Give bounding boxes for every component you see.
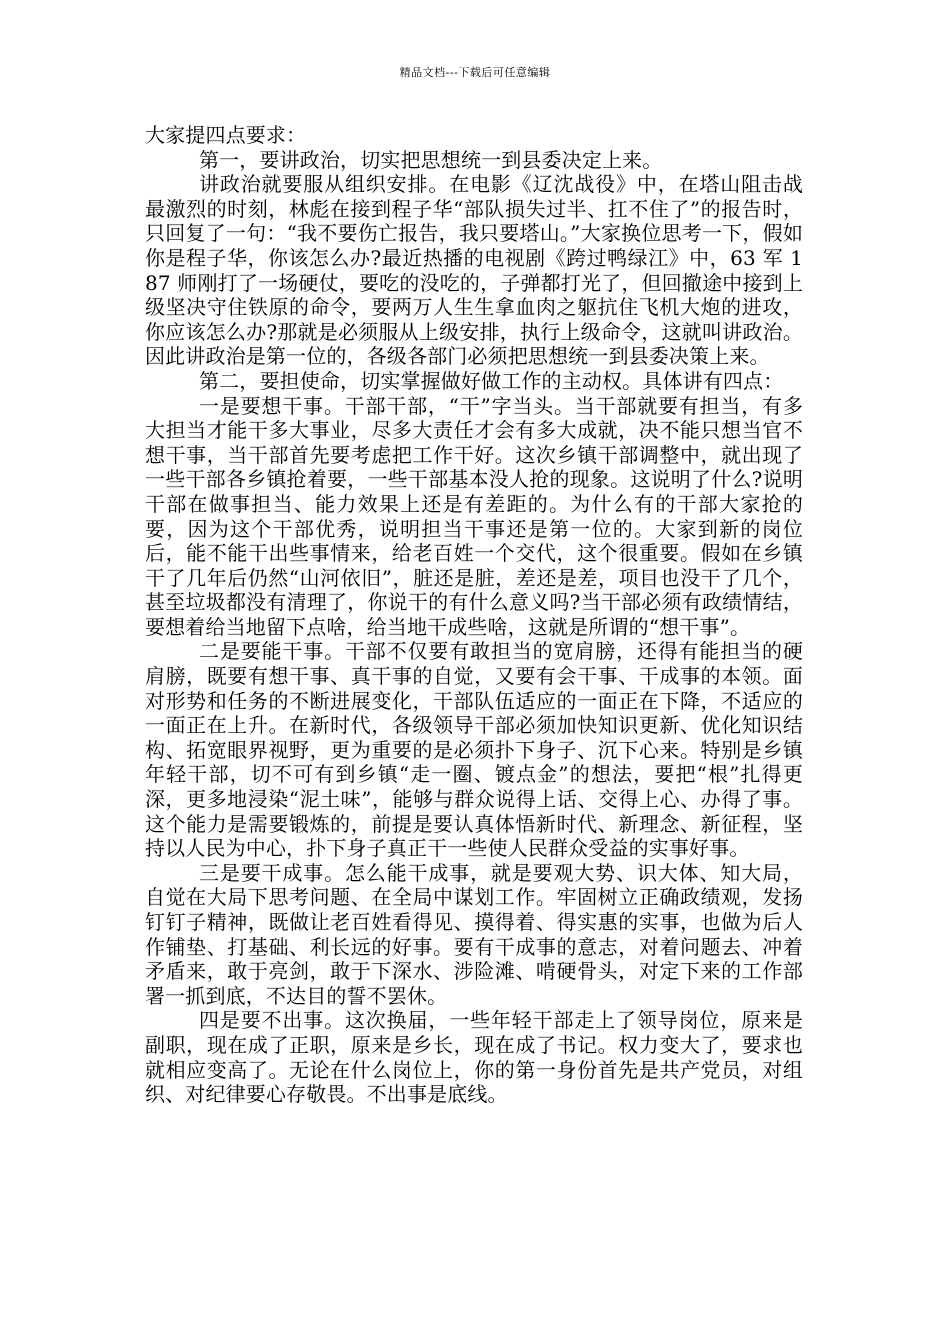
page-header: 精品文档---下载后可任意编辑 — [399, 66, 551, 79]
paragraph-get-things-done: 三是要干成事。怎么能干成事，就是要观大势、识大体、知大局，自觉在大局下思考问题、在全局中谋划工作。牢固树立正确政绩观，发扬钉钉子精神，既做让老百姓看得见、摸得着、得实惠的实事，也做为后人作铺垫、打基础、利长远的好事。要有干成事的意志，对着问题去、冲着矛盾来，敢于亮剑，敢于下深水、涉险滩、啃硬骨头，对定下来的工作部署一抓到底，不达目的誓不罢休。 — [145, 860, 803, 1008]
document-body — [145, 123, 803, 1107]
paragraph-no-trouble: 四是要不出事。这次换届，一些年轻干部走上了领导岗位，原来是副职，现在成了正职，原来是乡长，现在成了书记。权力变大了，要求也就相应变高了。无论在什么岗位上，你的第一身份首先是共产党员，对组织、对纪律要心存敬畏。不出事是底线。 — [145, 1008, 803, 1107]
paragraph-want-to-work: 一是要想干事。干部干部，“干”字当头。当干部就要有担当，有多大担当才能干多大事业，尽多大责任才会有多大成就，决不能只想当官不想干事，当干部首先要考虑把工作干好。这次乡镇干部调整中，就出现了一些干部各乡镇抢着要，一些干部基本没人抢的现象。这说明了什么?说明干部在做事担当、能力效果上还是有差距的。为什么有的干部大家抢的要，因为这个干部优秀，说明担当干事还是第一位的。大家到新的岗位后，能不能干出些事情来，给老百姓一个交代，这个很重要。假如在乡镇干了几年后仍然“山河依旧”，脏还是脏，差还是差，项目也没干了几个，甚至垃圾都没有清理了，你说干的有什么意义吗?当干部必须有政绩情结，要想着给当地留下点啥，给当地干成些啥，这就是所谓的“想干事”。 — [145, 393, 803, 639]
paragraph-point-one-heading: 第一，要讲政治，切实把思想统一到县委决定上来。 — [199, 147, 663, 172]
paragraph-intro: 大家提四点要求： — [145, 123, 307, 147]
paragraph-politics: 讲政治就要服从组织安排。在电影《辽沈战役》中，在塔山阻击战最激烈的时刻，林彪在接到程子华“部队损失过半、扛不住了”的报告时，只回复了一句：“我不要伤亡报告，我只要塔山。”大家换位思考一下，假如你是程子华，你该怎么办?最近热播的电视剧《跨过鸭绿江》中，63 军 187 师刚打了一场硬仗，要吃的没吃的，子弹都打光了，但回撤途中接到上级坚决守住铁原的命令，要两万人生生拿血肉之躯抗住飞机大炮的进攻，你应该怎么办?那就是必须服从上级安排，执行上级命令，这就叫讲政治。因此讲政治是第一位的，各级各部门必须把思想统一到县委决策上来。 — [145, 172, 803, 369]
paragraph-point-two-heading: 第二，要担使命，切实掌握做好做工作的主动权。具体讲有四点： — [199, 368, 784, 393]
paragraph-able-to-work: 二是要能干事。干部不仅要有敢担当的宽肩膀，还得有能担当的硬肩膀，既要有想干事、真干事的自觉，又要有会干事、干成事的本领。面对形势和任务的不断进展变化，干部队伍适应的一面正在下降，不适应的一面正在上升。在新时代，各级领导干部必须加快知识更新、优化知识结构、拓宽眼界视野，更为重要的是必须扑下身子、沉下心来。特别是乡镇年轻干部，切不可有到乡镇“走一圈、镀点金”的想法，要把“根”扎得更深，更多地浸染“泥土味”，能够与群众说得上话、交得上心、办得了事。这个能力是需要锻炼的，前提是要认真体悟新时代、新理念、新征程，坚持以人民为中心，扑下身子真正干一些使人民群众受益的实事好事。 — [145, 639, 803, 861]
